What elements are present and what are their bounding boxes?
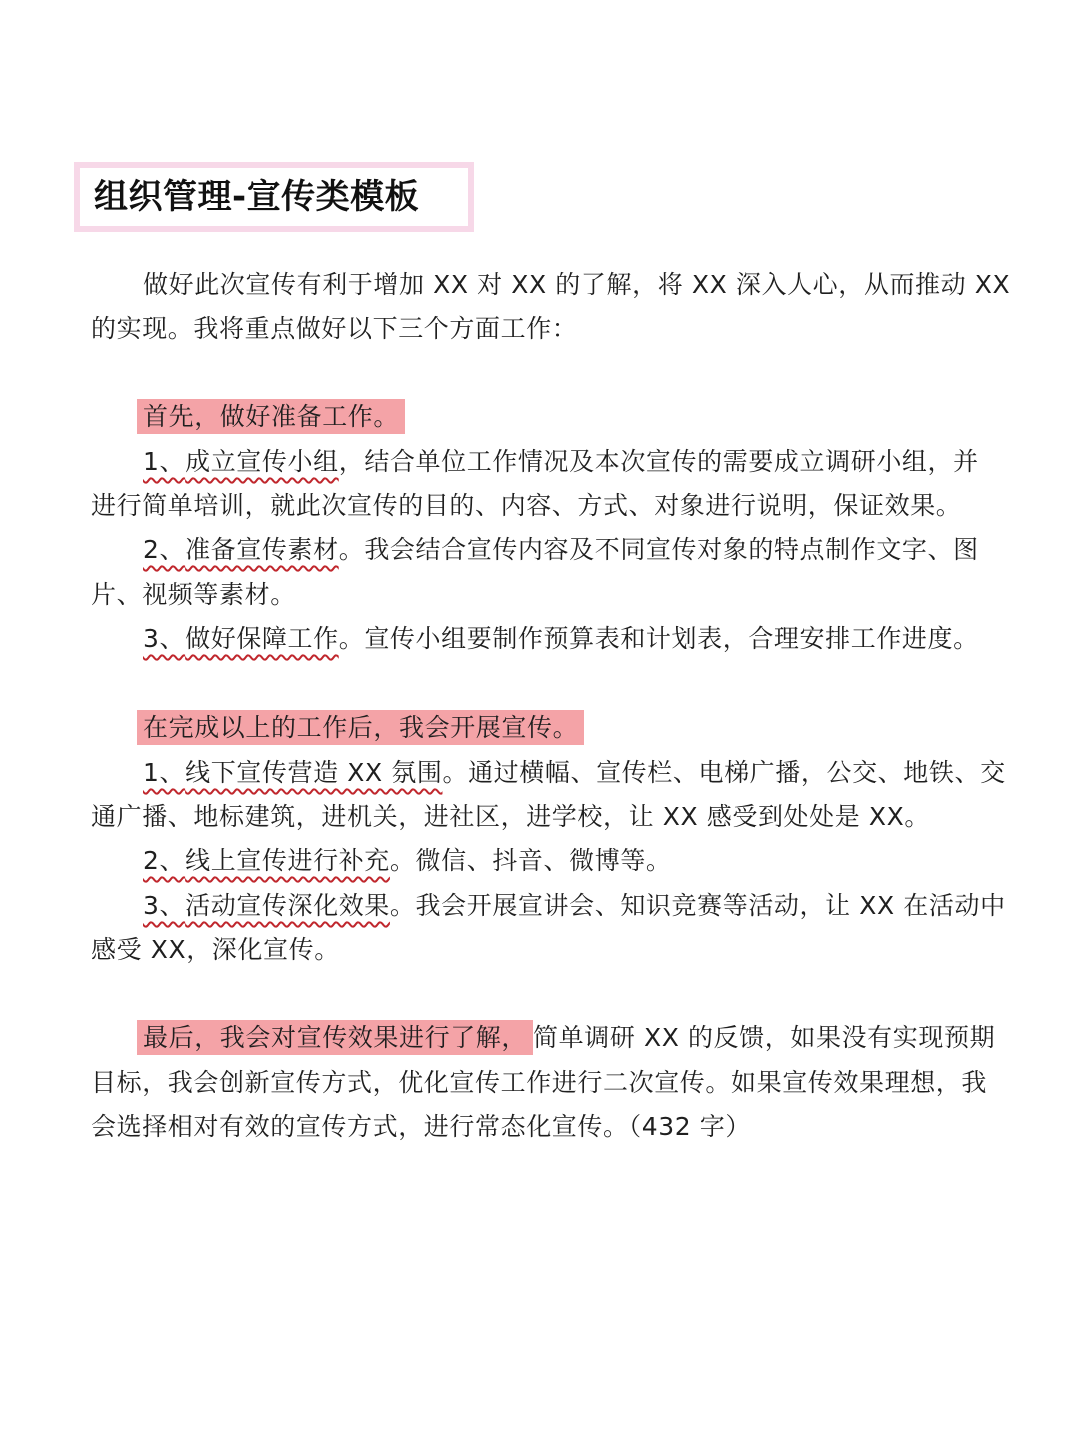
s1-item2-keyphrase bbox=[143, 535, 339, 564]
title-box bbox=[74, 162, 474, 232]
section1-heading-line bbox=[143, 400, 405, 434]
s3-line2: 目标，我会创新宣传方式，优化宣传工作进行二次宣传。如果宣传效果理想，我 bbox=[91, 1068, 988, 1097]
section2-heading-line bbox=[143, 711, 584, 745]
s2-item1-key: 线下宣传营造 XX 氛围 bbox=[185, 758, 443, 787]
s1-item3-rest1: 。宣传小组要制作预算表和计划表，合理安排工作进度。 bbox=[338, 624, 979, 653]
s3-line1 bbox=[143, 1021, 995, 1055]
s1-item3-num: 3、 bbox=[143, 624, 186, 653]
s1-item3-keyphrase bbox=[143, 624, 339, 653]
s2-item1-num: 1、 bbox=[143, 758, 186, 787]
s2-item1-keyphrase bbox=[143, 758, 442, 787]
s2-item3-key: 活动宣传深化效果 bbox=[185, 891, 390, 920]
section2-heading: 在完成以上的工作后，我会开展宣传。 bbox=[137, 710, 584, 745]
s1-item3-line1 bbox=[143, 622, 979, 656]
section1-heading: 首先，做好准备工作。 bbox=[137, 399, 405, 434]
s1-item1-num: 1、 bbox=[143, 447, 186, 476]
s2-item1-line1 bbox=[143, 756, 1006, 790]
s2-item2-num: 2、 bbox=[143, 846, 186, 875]
s2-item3-rest1: 。我会开展宣讲会、知识竞赛等活动，让 XX 在活动中 bbox=[389, 891, 1006, 920]
s2-item3-keyphrase bbox=[143, 891, 390, 920]
s1-item3-key: 做好保障工作 bbox=[185, 624, 339, 653]
s1-item2-line1 bbox=[143, 533, 979, 567]
s1-item1-line2: 进行简单培训，就此次宣传的目的、内容、方式、对象进行说明，保证效果。 bbox=[91, 491, 962, 520]
s1-item1-rest1: ，结合单位工作情况及本次宣传的需要成立调研小组，并 bbox=[338, 447, 979, 476]
s1-item2-line2: 片、视频等素材。 bbox=[91, 580, 296, 609]
s1-item1-keyphrase bbox=[143, 447, 339, 476]
s2-item3-line2: 感受 XX，深化宣传。 bbox=[91, 935, 340, 964]
s1-item2-key: 准备宣传素材 bbox=[185, 535, 339, 564]
s2-item3-line1 bbox=[143, 889, 1006, 923]
intro-line-2: 的实现。我将重点做好以下三个方面工作： bbox=[91, 314, 578, 343]
s1-item1-key: 成立宣传小组 bbox=[185, 447, 339, 476]
s1-item1-line1 bbox=[143, 445, 979, 479]
s1-item2-num: 2、 bbox=[143, 535, 186, 564]
s3-line3: 会选择相对有效的宣传方式，进行常态化宣传。（432 字） bbox=[91, 1112, 751, 1141]
s2-item3-num: 3、 bbox=[143, 891, 186, 920]
s2-item2-keyphrase bbox=[143, 846, 390, 875]
s3-rest1: 简单调研 XX 的反馈，如果没有实现预期 bbox=[533, 1023, 996, 1052]
s2-item1-line2: 通广播、地标建筑，进机关，进社区，进学校，让 XX 感受到处处是 XX。 bbox=[91, 802, 930, 831]
s2-item2-line1 bbox=[143, 844, 672, 878]
s1-item2-rest1: 。我会结合宣传内容及不同宣传对象的特点制作文字、图 bbox=[338, 535, 979, 564]
intro-line-1: 做好此次宣传有利于增加 XX 对 XX 的了解，将 XX 深入人心，从而推动 XX bbox=[143, 270, 1011, 299]
s2-item2-key: 线上宣传进行补充 bbox=[185, 846, 390, 875]
section3-heading: 最后，我会对宣传效果进行了解， bbox=[137, 1020, 533, 1055]
s2-item2-rest1: 。微信、抖音、微博等。 bbox=[389, 846, 672, 875]
s2-item1-rest1: 。通过横幅、宣传栏、电梯广播，公交、地铁、交 bbox=[442, 758, 1006, 787]
page-title: 组织管理-宣传类模板 bbox=[94, 177, 420, 217]
